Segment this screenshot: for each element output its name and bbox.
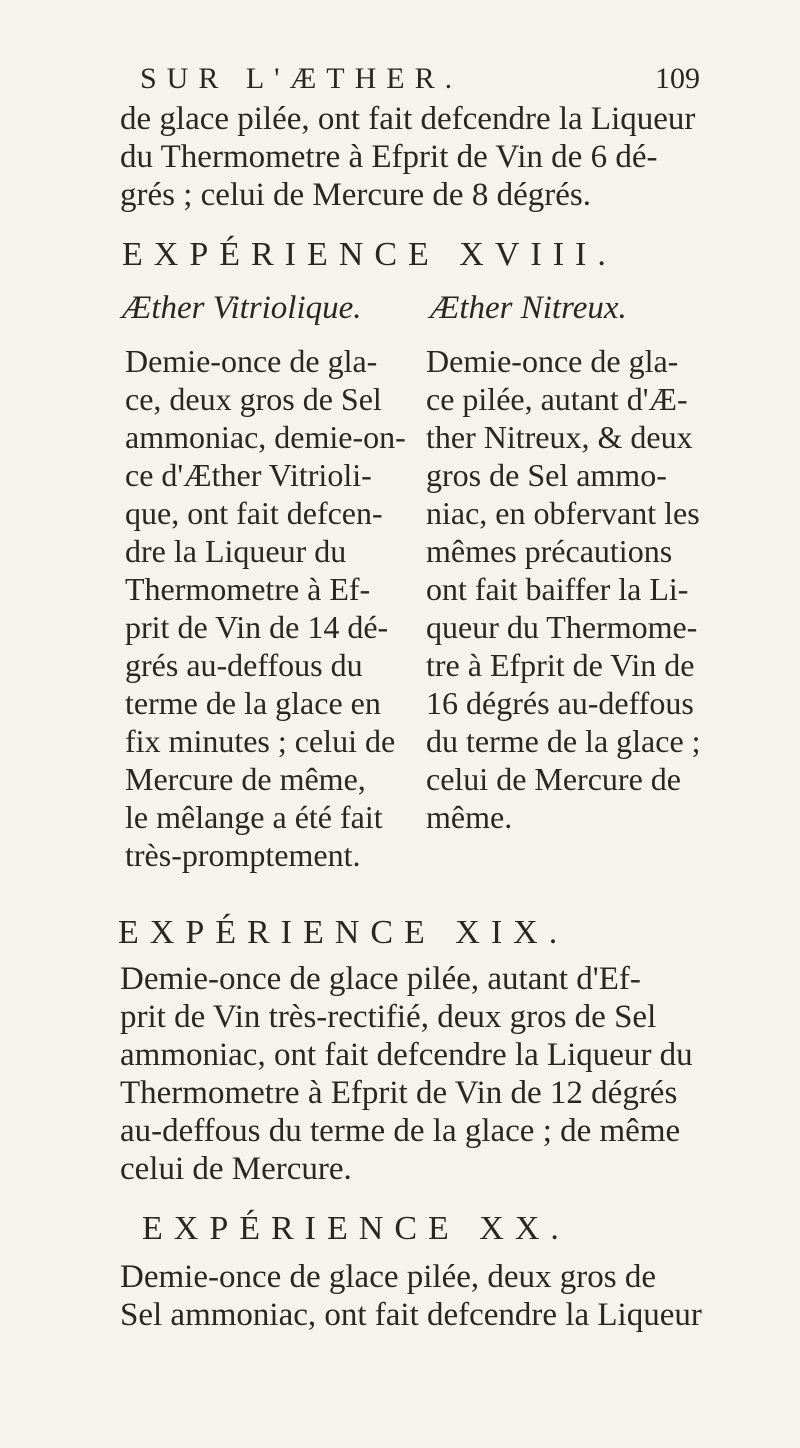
text-line: mêmes précautions (426, 533, 673, 569)
left-column-title: Æther Vitriolique. (122, 290, 362, 326)
text-line: au-deffous du terme de la glace ; de même (120, 1113, 681, 1149)
text-line: Thermometre à Ef- (125, 571, 371, 607)
text-line: tre à Efprit de Vin de (426, 647, 695, 683)
text-line: même. (426, 799, 513, 835)
text-line: ammoniac, demie-on- (125, 419, 406, 455)
experience-20-heading: EXPÉRIENCE XX. (142, 1210, 570, 1247)
text-line: de glace pilée, ont fait defcendre la Liqueur (120, 101, 696, 137)
text-line: du terme de la glace ; (426, 723, 701, 759)
text-line: ce d'Æther Vitrioli- (125, 457, 372, 493)
text-line: gros de Sel ammo- (426, 457, 667, 493)
running-title: SUR L'ÆTHER. (140, 62, 463, 95)
text-line: Demie-once de glace pilée, autant d'Ef- (120, 961, 641, 997)
text-line: le mêlange a été fait (125, 799, 383, 835)
left-column-text (125, 342, 415, 874)
text-line: Sel ammoniac, ont fait defcendre la Liqueur (120, 1297, 702, 1333)
text-line: ther Nitreux, & deux (426, 419, 693, 455)
experience-19-heading: EXPÉRIENCE XIX. (118, 914, 569, 951)
text-line: ce, deux gros de Sel (125, 381, 382, 417)
text-line: Thermometre à Efprit de Vin de 12 dégrés (120, 1075, 678, 1111)
opening-paragraph (120, 100, 730, 214)
text-line: du Thermometre à Efprit de Vin de 6 dé- (120, 139, 658, 175)
text-line: grés au-deffous du (125, 647, 363, 683)
text-line: que, ont fait defcen- (125, 495, 383, 531)
text-line: très-promptement. (125, 837, 361, 873)
text-line: Demie-once de glace pilée, deux gros de (120, 1259, 657, 1295)
text-line: Mercure de même, (125, 761, 366, 797)
right-column-text (426, 342, 726, 836)
experience-19-text (120, 960, 730, 1188)
text-line: ce pilée, autant d'Æ- (426, 381, 688, 417)
text-line: dre la Liqueur du (125, 533, 347, 569)
text-line: niac, en obfervant les (426, 495, 700, 531)
text-line: grés ; celui de Mercure de 8 dégrés. (120, 177, 591, 213)
experience-20-text (120, 1258, 730, 1334)
text-line: Demie-once de gla- (125, 343, 378, 379)
text-line: Demie-once de gla- (426, 343, 679, 379)
text-line: prit de Vin très-rectifié, deux gros de Sel (120, 999, 657, 1035)
text-line: celui de Mercure. (120, 1151, 352, 1187)
text-line: prit de Vin de 14 dé- (125, 609, 389, 645)
text-line: celui de Mercure de (426, 761, 681, 797)
text-line: queur du Thermome- (426, 609, 698, 645)
experience-18-heading: EXPÉRIENCE XVIII. (122, 236, 617, 273)
text-line: terme de la glace en (125, 685, 381, 721)
right-column-title: Æther Nitreux. (430, 290, 627, 326)
text-line: ont fait baiffer la Li- (426, 571, 689, 607)
text-line: 16 dégrés au-deffous (426, 685, 694, 721)
text-line: fix minutes ; celui de (125, 723, 396, 759)
page-number: 109 (655, 62, 700, 95)
text-line: ammoniac, ont fait defcendre la Liqueur du (120, 1037, 693, 1073)
running-head (140, 62, 700, 102)
